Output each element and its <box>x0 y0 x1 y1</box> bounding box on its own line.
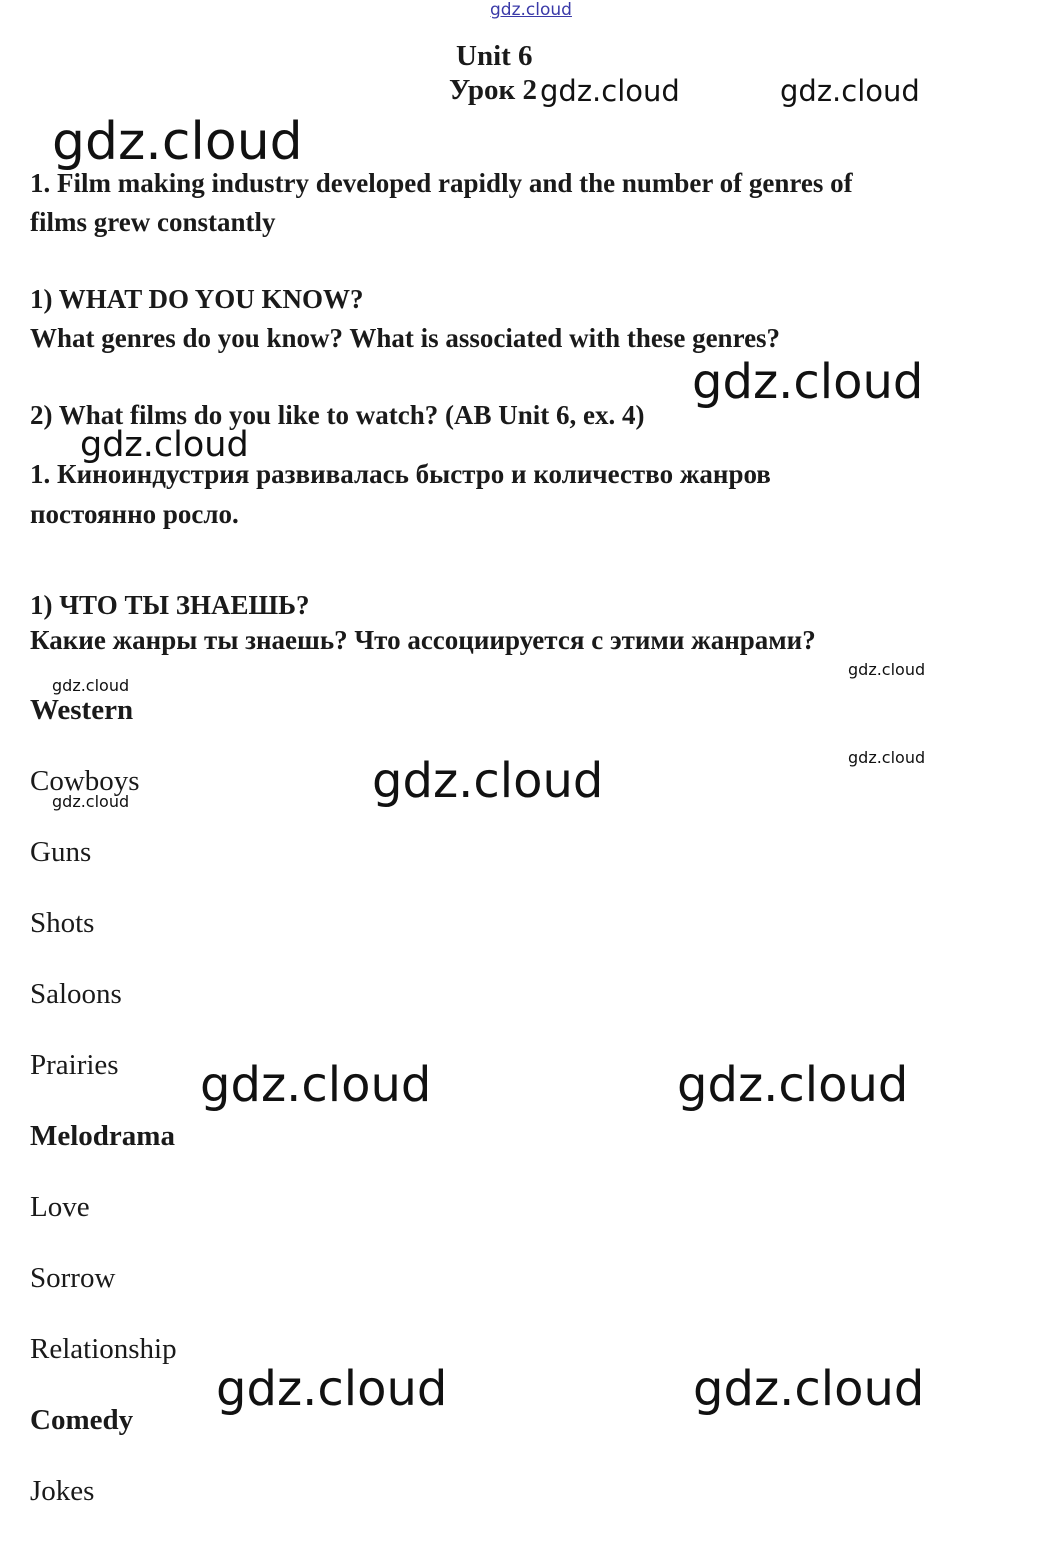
watermark: gdz.cloud <box>780 74 920 108</box>
list-item: Jokes <box>30 1475 95 1507</box>
list-item: Guns <box>30 836 92 868</box>
question1-text-ru: Какие жанры ты знаешь? Что ассоциируется с этими жанрами? <box>30 625 816 655</box>
task-title-en-line1: 1. Film making industry developed rapidly and the number of genres of <box>30 168 853 198</box>
unit-title: Unit 6 <box>456 40 533 72</box>
watermark: gdz.cloud <box>848 660 926 679</box>
list-item: Sorrow <box>30 1262 116 1294</box>
list-item: Saloons <box>30 978 122 1010</box>
question1-text-en: What genres do you know? What is associated with these genres? <box>30 323 781 353</box>
genre-heading-melodrama: Melodrama <box>30 1120 175 1152</box>
watermark: gdz.cloud <box>216 1361 448 1417</box>
watermark: gdz.cloud <box>677 1057 909 1113</box>
watermark: gdz.cloud <box>693 1361 925 1417</box>
lesson-title: Урок 2 <box>449 74 537 106</box>
list-item: Cowboys <box>30 765 140 797</box>
watermark: gdz.cloud <box>52 676 130 695</box>
watermark: gdz.cloud <box>52 792 130 811</box>
list-item: Relationship <box>30 1333 177 1365</box>
task-title-ru-line2: постоянно росло. <box>30 499 239 529</box>
watermark: gdz.cloud <box>52 112 303 172</box>
list-item: Love <box>30 1191 90 1223</box>
watermark: gdz.cloud <box>848 748 926 767</box>
task-title-en-line2: films grew constantly <box>30 207 276 237</box>
watermark: gdz.cloud <box>200 1057 432 1113</box>
watermark: gdz.cloud <box>540 74 680 108</box>
genre-heading-western: Western <box>30 694 134 726</box>
watermark: gdz.cloud <box>692 354 924 410</box>
list-item: Shots <box>30 907 95 939</box>
question2-text-en: 2) What films do you like to watch? (AB Unit 6, ex. 4) <box>30 400 645 430</box>
question1-title-ru: 1) ЧТО ТЫ ЗНАЕШЬ? <box>30 590 310 620</box>
watermark-top-link[interactable]: gdz.cloud <box>490 0 572 20</box>
list-item: Prairies <box>30 1049 119 1081</box>
genre-heading-comedy: Comedy <box>30 1404 134 1436</box>
watermark: gdz.cloud <box>80 425 249 465</box>
question1-title-en: 1) WHAT DO YOU KNOW? <box>30 284 364 314</box>
task-title-ru-line1: 1. Киноиндустрия развивалась быстро и количество жанров <box>30 459 771 489</box>
watermark: gdz.cloud <box>372 753 604 809</box>
